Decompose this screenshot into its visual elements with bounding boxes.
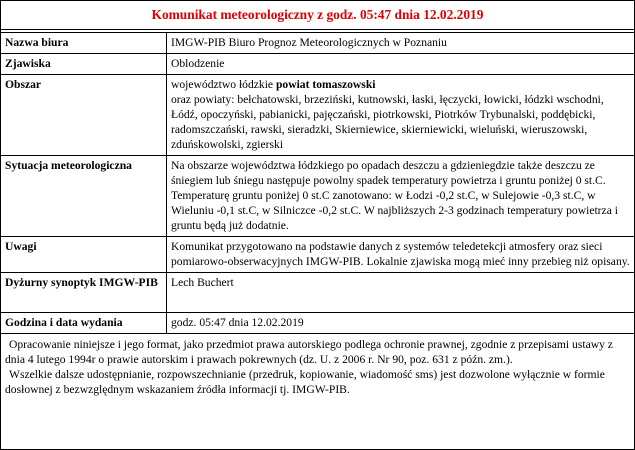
obszar-line1 (171, 77, 630, 92)
table-row-zjawiska (1, 54, 634, 75)
table-row-godzina (1, 313, 634, 334)
value-uwagi: Komunikat przygotowano na podstawie danych z systemów teledetekcji atmosfery oraz sieci pomiarowo-obserwacyjnych IMGW-PIB. Lokalnie zjawiska mogą mieć inny przebieg niż opisany. (167, 237, 635, 273)
label-obszar: Obszar (1, 75, 167, 156)
obszar-main-county: powiat tomaszowski (275, 78, 376, 91)
bulletin-title: Komunikat meteorologiczny z godz. 05:47 dnia 12.02.2019 (1, 1, 634, 30)
value-godzina: godz. 05:47 dnia 12.02.2019 (167, 313, 635, 334)
table-row-obszar (1, 75, 634, 156)
value-synoptyk: Lech Buchert (167, 273, 635, 313)
table-row-biuro (1, 33, 634, 54)
table-row-sytuacja (1, 156, 634, 237)
value-biuro: IMGW-PIB Biuro Prognoz Meteorologicznych w Poznaniu (167, 33, 635, 54)
label-sytuacja: Sytuacja meteorologiczna (1, 156, 167, 237)
table-row-synoptyk (1, 273, 634, 313)
label-synoptyk: Dyżurny synoptyk IMGW-PIB (1, 273, 167, 313)
label-uwagi: Uwagi (1, 237, 167, 273)
bulletin-table (1, 32, 634, 334)
label-godzina: Godzina i data wydania (1, 313, 167, 334)
copyright-paragraph: Opracowanie niniejsze i jego format, jako przedmiot prawa autorskiego podlega ochronie prawnej, zgodnie z przepisami ustawy z dnia 4 lutego 1994r o prawie autorskim i prawach pokrewnych (dz. U. z 2006 r. Nr 90, poz. 631 z późn. zm.). (5, 338, 613, 366)
copyright-footer (1, 334, 634, 397)
label-biuro: Nazwa biura (1, 33, 167, 54)
distribution-paragraph: Wszelkie dalsze udostępnianie, rozpowszechnianie (przedruk, kopiowanie, wiadomość sms) jest dozwolone wyłącznie w formie dosłownej z bezwzględnym wskazaniem źródła informacji tj. IMGW-PIB. (5, 368, 605, 396)
obszar-counties: oraz powiaty: bełchatowski, brzeziński, kutnowski, łaski, łęczycki, łowicki, łódzki wschodni, Łódź, opoczyński, pabianicki, pajęczański, piotrkowski, Piotrków Trybunalski, poddębicki, radomszczański, rawski, sieradzki, Skierniewice, skierniewicki, wieluński, wieruszowski, zduńskowolski, zgierski (171, 93, 604, 151)
value-obszar (167, 75, 635, 156)
table-row-uwagi (1, 237, 634, 273)
obszar-voivodeship: województwo łódzkie (171, 78, 276, 91)
label-zjawiska: Zjawiska (1, 54, 167, 75)
value-zjawiska: Oblodzenie (167, 54, 635, 75)
value-sytuacja: Na obszarze województwa łódzkiego po opadach deszczu a gdzieniegdzie także deszczu ze śniegiem lub śniegu następuje powolny spadek temperatury powietrza i gruntu poniżej 0 st.C. Temperaturę gruntu poniżej 0 st.C zanotowano: w Łodzi -0,2 st.C, w Sulejowie -0,3 st.C, w Wieluniu -0,1 st.C, w Silniczce -0,2 st.C. W najbliższych 2-3 godzinach temperatury powietrza i gruntu będą już dodatnie. (167, 156, 635, 237)
